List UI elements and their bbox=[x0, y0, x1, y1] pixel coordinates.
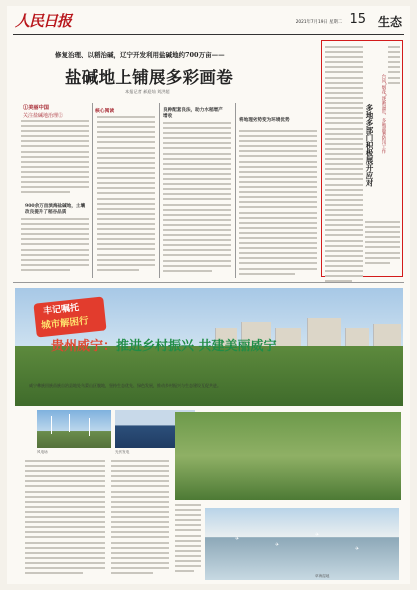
feature-headline bbox=[51, 335, 277, 354]
aerial-landscape-photo bbox=[175, 412, 401, 500]
feature-intro: 威宁彝族回族苗族自治县地处乌蒙山区腹地，坚持生态优先、绿色发展，推动乡村振兴与生态建设互促共进。 bbox=[29, 383, 221, 388]
body-text-column bbox=[21, 120, 89, 196]
feature-section bbox=[15, 288, 403, 582]
column-divider bbox=[235, 103, 236, 278]
sidebar-text-bottom bbox=[365, 221, 400, 267]
inner-subhead: 900余万亩滨海盐碱地，土壤改良提升了稻谷品质 bbox=[25, 204, 86, 215]
sidebar-text-right bbox=[388, 46, 400, 87]
banner-hills bbox=[15, 346, 403, 406]
dateline: 2021年7月19日 星期二 bbox=[295, 20, 342, 25]
sidebar-kicker: 台风“烟花”逐渐逼近，多地部署防汛工作 bbox=[381, 74, 386, 154]
body-text-column bbox=[239, 130, 317, 278]
newspaper-page bbox=[7, 6, 410, 584]
body-text-column bbox=[21, 218, 89, 274]
bird-icon: ✈ bbox=[315, 532, 320, 538]
main-headline: 盐碱地上铺展多彩画卷 bbox=[65, 68, 233, 87]
main-kicker: 修复治理、以稻治碱，辽宁开发利用盐碱地约700万亩—— bbox=[55, 51, 225, 59]
body-text-column bbox=[163, 122, 231, 275]
badge-line-1: 丰记嘱托 bbox=[42, 303, 80, 317]
main-byline: 本报记者 郝迎灿 刘洪超 bbox=[125, 89, 170, 94]
core-reading-label: 核心阅读 bbox=[95, 108, 115, 114]
photo-caption: 风电场 bbox=[37, 450, 48, 454]
bird-icon: ✈ bbox=[235, 536, 240, 542]
feature-text-column bbox=[175, 504, 201, 575]
turbine-icon bbox=[69, 414, 70, 432]
column-divider bbox=[92, 103, 93, 278]
feature-banner bbox=[15, 288, 403, 406]
wetland-birds-photo bbox=[205, 508, 399, 580]
photo-caption: 草海湿地 bbox=[315, 574, 330, 578]
masthead-rule bbox=[13, 34, 404, 35]
sidebar-headline: 多地多部门积极展开应对 bbox=[365, 104, 374, 187]
column-tag: ①美丽中国 bbox=[23, 105, 49, 111]
feature-text-column bbox=[25, 460, 105, 577]
section-divider bbox=[13, 282, 404, 283]
turbine-icon bbox=[89, 418, 90, 436]
bird-icon: ✈ bbox=[275, 542, 280, 548]
bird-icon: ✈ bbox=[355, 546, 360, 552]
feature-headline-place: 贵州威宁： bbox=[51, 339, 117, 354]
column-head-1: 良种配套良法，助力水稻增产增收 bbox=[163, 108, 223, 119]
page-number: 15 bbox=[349, 12, 366, 27]
sidebar-text-top bbox=[325, 46, 363, 285]
section-name: 生态 bbox=[377, 15, 402, 29]
badge-line-2: 城市解困行 bbox=[40, 315, 90, 332]
body-text-column bbox=[97, 116, 155, 274]
masthead bbox=[13, 10, 404, 32]
feature-text-column bbox=[111, 460, 169, 577]
newspaper-logo: 人民日报 bbox=[15, 12, 72, 30]
wind-farm-photo bbox=[37, 410, 111, 448]
column-subtag: 关注盐碱地治理② bbox=[23, 113, 64, 119]
column-divider bbox=[159, 103, 160, 278]
column-head-2: 将地理劣势变为环境优势 bbox=[239, 118, 290, 123]
photo-caption: 光伏发电 bbox=[115, 450, 130, 454]
turbine-icon bbox=[51, 416, 52, 434]
feature-headline-theme: 推进乡村振兴 共建美丽威宁 bbox=[116, 339, 277, 354]
